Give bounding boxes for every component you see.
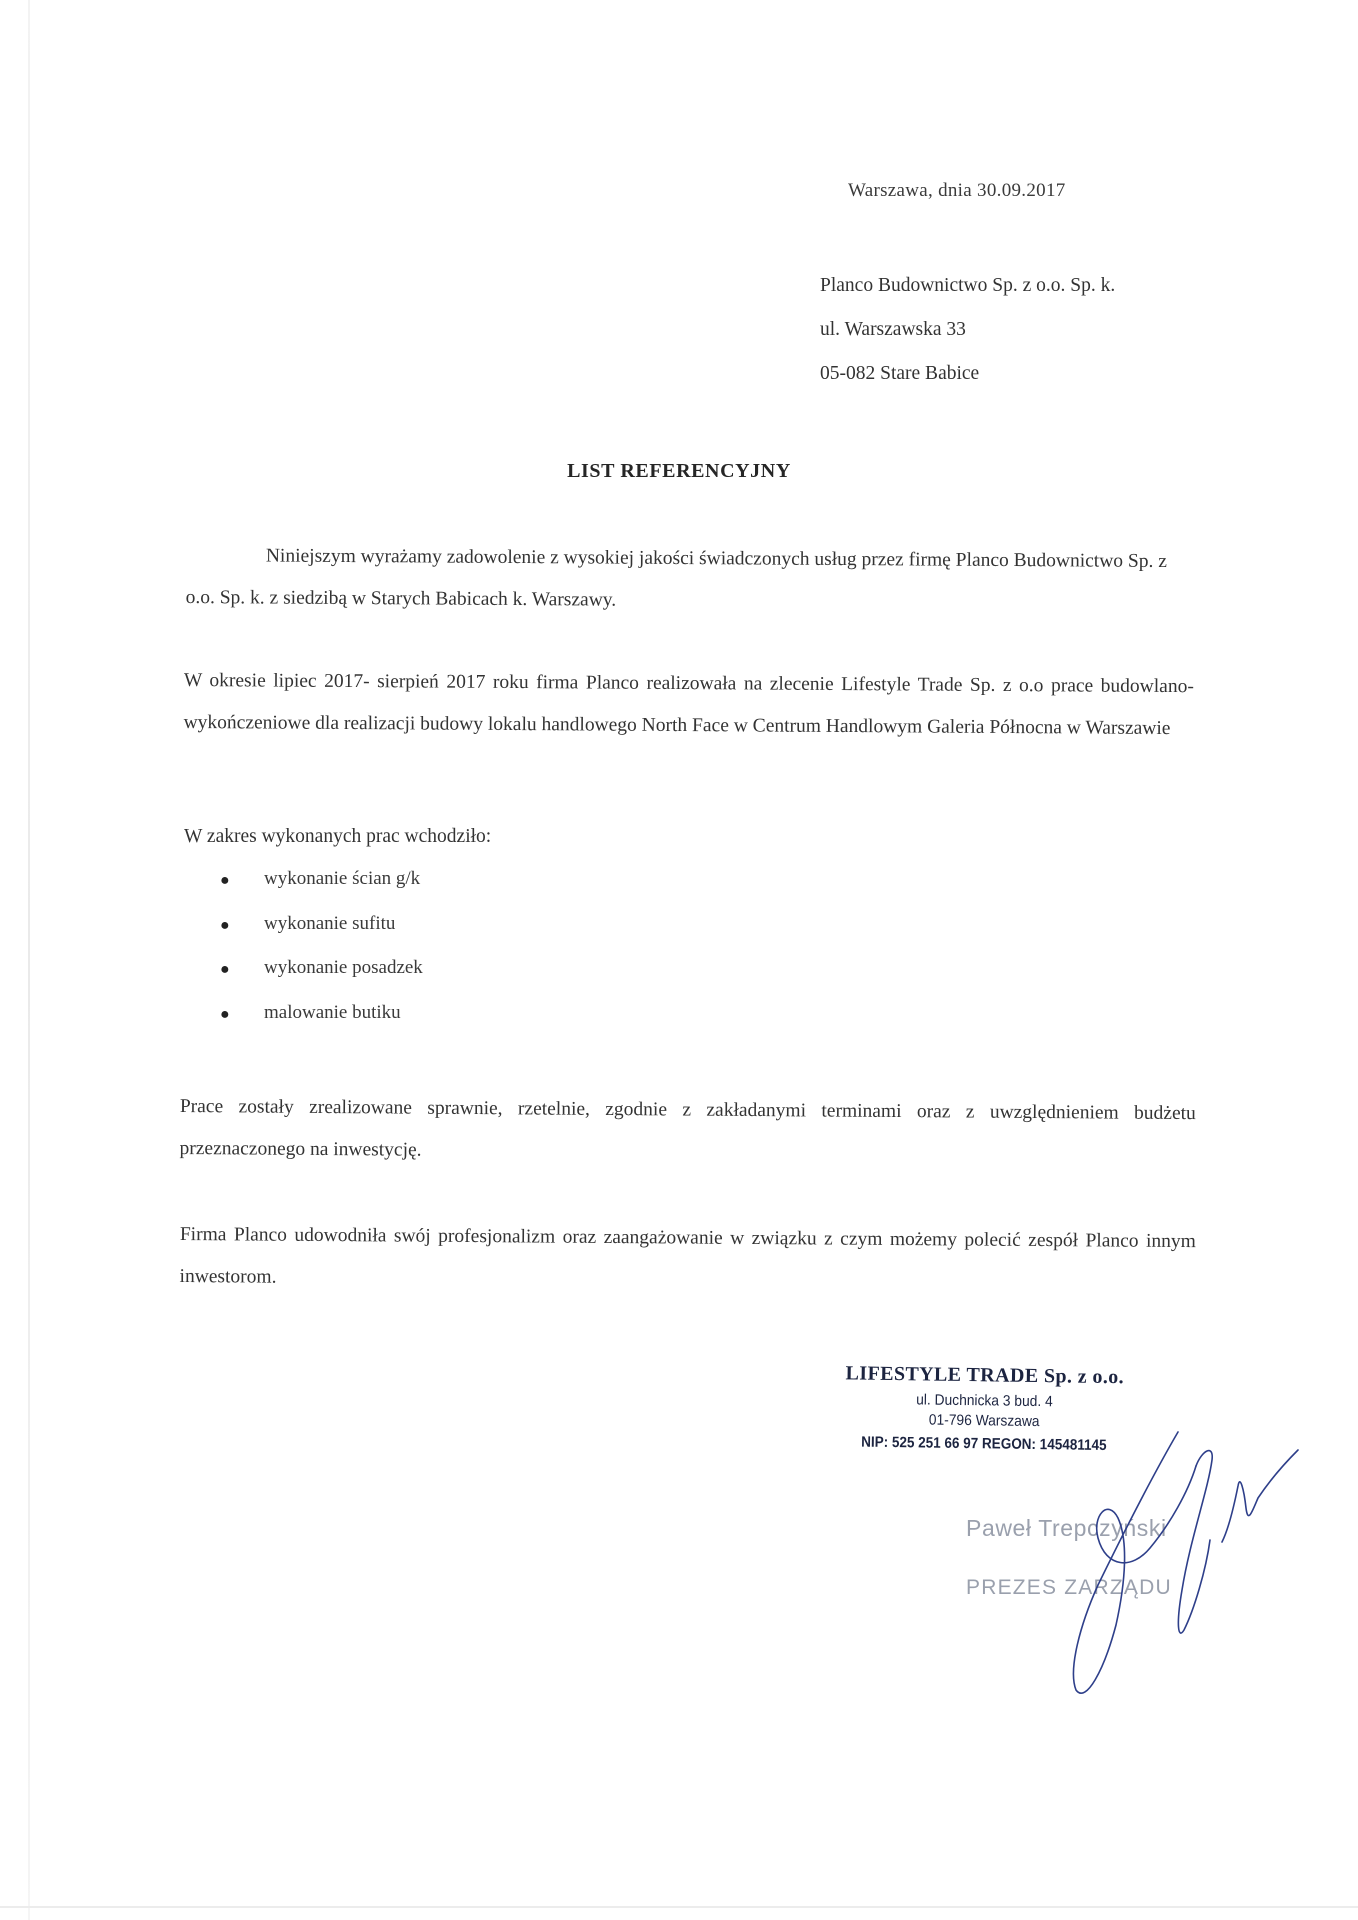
paragraph-intro: Niniejszym wyrażamy zadowolenie z wysokiej jakości świadczonych usług przez firmę Planco Budownictwo Sp. z o.o. Sp. k. z siedzibą w Starych Babicach k. Warszawy. <box>185 545 1168 611</box>
addressee-block <box>820 264 1115 396</box>
stamp-company-name: LIFESTYLE TRADE Sp. z o.o. <box>845 1362 1125 1389</box>
bullet-icon: ● <box>220 961 230 978</box>
scope-item-label: malowanie butiku <box>264 1001 401 1023</box>
list-item <box>220 868 423 913</box>
list-item <box>220 1002 423 1047</box>
letter-title: LIST REFERENCYJNY <box>567 460 791 482</box>
addressee-company: Planco Budownictwo Sp. z o.o. Sp. k. <box>820 275 1116 296</box>
scope-item-label: wykonanie ścian g/k <box>264 868 421 889</box>
scan-edge-bottom <box>0 1906 1358 1908</box>
list-item <box>220 957 423 1002</box>
bullet-icon: ● <box>220 916 230 934</box>
scope-item-label: wykonanie sufitu <box>264 912 396 934</box>
stamp-street: ul. Duchnicka 3 bud. 4 <box>916 1391 1053 1411</box>
signature-stroke-tail <box>1222 1450 1298 1542</box>
paragraph-period: W okresie lipiec 2017- sierpień 2017 roku firma Planco realizowała na zlecenie Lifestyle Trade Sp. z o.o prace budowlano-wykończeniowe dla realizacji budowy lokalu handlowego North Face w Centrum Handlowym Galeria Północna w Warszawie <box>183 669 1194 740</box>
stamp-city: 01-796 Warszawa <box>928 1411 1040 1431</box>
addressee-street: ul. Warszawska 33 <box>820 319 966 340</box>
scope-list <box>220 868 423 1046</box>
paragraph-quality: Prace zostały zrealizowane sprawnie, rzetelnie, zgodnie z zakładanymi terminami oraz z uwzględnieniem budżetu przeznaczonego na inwestycję. <box>179 1095 1196 1161</box>
addressee-city: 05-082 Stare Babice <box>820 363 980 384</box>
bullet-icon: ● <box>220 872 230 889</box>
signer-title-stamp: PREZES ZARZĄDU <box>966 1576 1172 1599</box>
signer-name-stamp: Paweł Trepczyński <box>966 1515 1167 1541</box>
paragraph-recommendation: Firma Planco udowodniła swój profesjonalizm oraz zaangażowanie w związku z czym możemy polecić zespół Planco innym inwestorom. <box>179 1223 1196 1288</box>
scope-intro: W zakres wykonanych prac wchodziło: <box>184 826 492 847</box>
bullet-icon: ● <box>220 1005 230 1023</box>
scope-item-label: wykonanie posadzek <box>264 957 423 978</box>
stamp-tax-ids: NIP: 525 251 66 97 REGON: 145481145 <box>861 1433 1107 1455</box>
list-item <box>220 913 423 958</box>
scan-edge-left <box>28 0 30 1920</box>
signature-stroke-loop <box>1178 1451 1212 1633</box>
handwritten-signature <box>1000 1420 1320 1710</box>
signature-stroke-main <box>1073 1432 1196 1693</box>
date-line: Warszawa, dnia 30.09.2017 <box>848 180 1066 201</box>
